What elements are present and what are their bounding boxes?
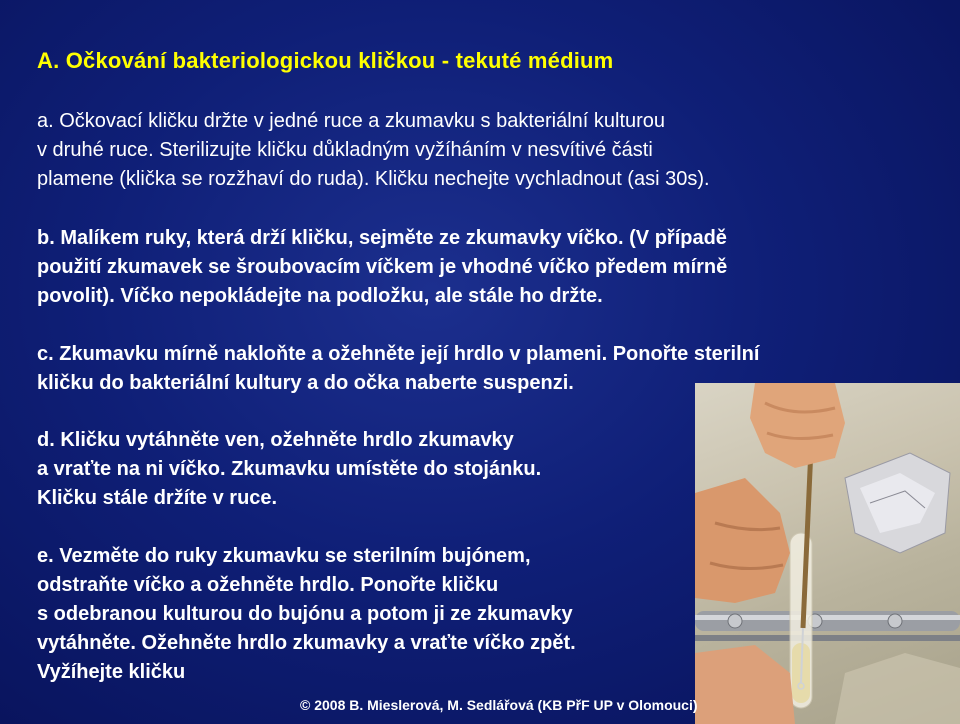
paragraph-e — [37, 542, 576, 687]
paragraph-line: a. Očkovací kličku držte v jedné ruce a zkumavku s bakteriální kulturou — [37, 110, 666, 132]
paragraph-line: plamene (klička se rozžhaví do ruda). Kličku nechejte vychladnout (asi 30s). — [37, 168, 710, 190]
paragraph-line: odstraňte víčko a ožehněte hrdlo. Ponořte kličku — [37, 574, 499, 596]
lab-photo — [695, 383, 960, 724]
paragraph-line: vytáhněte. Ožehněte hrdlo zkumavky a vraťte víčko zpět. — [37, 632, 576, 654]
lab-photo-illustration — [695, 383, 960, 724]
paragraph-line: kličku do bakteriální kultury a do očka naberte suspenzi. — [37, 372, 574, 394]
paragraph-b — [37, 224, 727, 311]
paragraph-line: Kličku stále držíte v ruce. — [37, 487, 278, 509]
paragraph-line: b. Malíkem ruky, která drží kličku, sejměte ze zkumavky víčko. (V případě — [37, 227, 727, 249]
paragraph-line: a vraťte na ni víčko. Zkumavku umístěte do stojánku. — [37, 458, 542, 480]
paragraph-line: d. Kličku vytáhněte ven, ožehněte hrdlo zkumavky — [37, 429, 514, 451]
paragraph-c — [37, 340, 759, 398]
paragraph-line: povolit). Víčko nepokládejte na podložku, ale stále ho držte. — [37, 285, 603, 307]
paragraph-line: c. Zkumavku mírně nakloňte a ožehněte její hrdlo v plameni. Ponořte sterilní — [37, 343, 760, 365]
paragraph-line: Vyžíhejte kličku — [37, 661, 186, 683]
paragraph-d — [37, 426, 541, 513]
paragraph-line: s odebranou kulturou do bujónu a potom ji ze zkumavky — [37, 603, 573, 625]
paragraph-line: e. Vezměte do ruky zkumavku se sterilním bujónem, — [37, 545, 531, 567]
slide-title: A. Očkování bakteriologickou kličkou - tekuté médium — [37, 48, 614, 73]
paragraph-line: v druhé ruce. Sterilizujte kličku důkladným vyžíháním v nesvítivé části — [37, 139, 653, 161]
copyright-footer: © 2008 B. Mieslerová, M. Sedlářová (KB PřF UP v Olomouci) — [300, 697, 698, 713]
paragraph-a — [37, 107, 710, 194]
paragraph-line: použití zkumavek se šroubovacím víčkem je vhodné víčko předem mírně — [37, 256, 728, 278]
